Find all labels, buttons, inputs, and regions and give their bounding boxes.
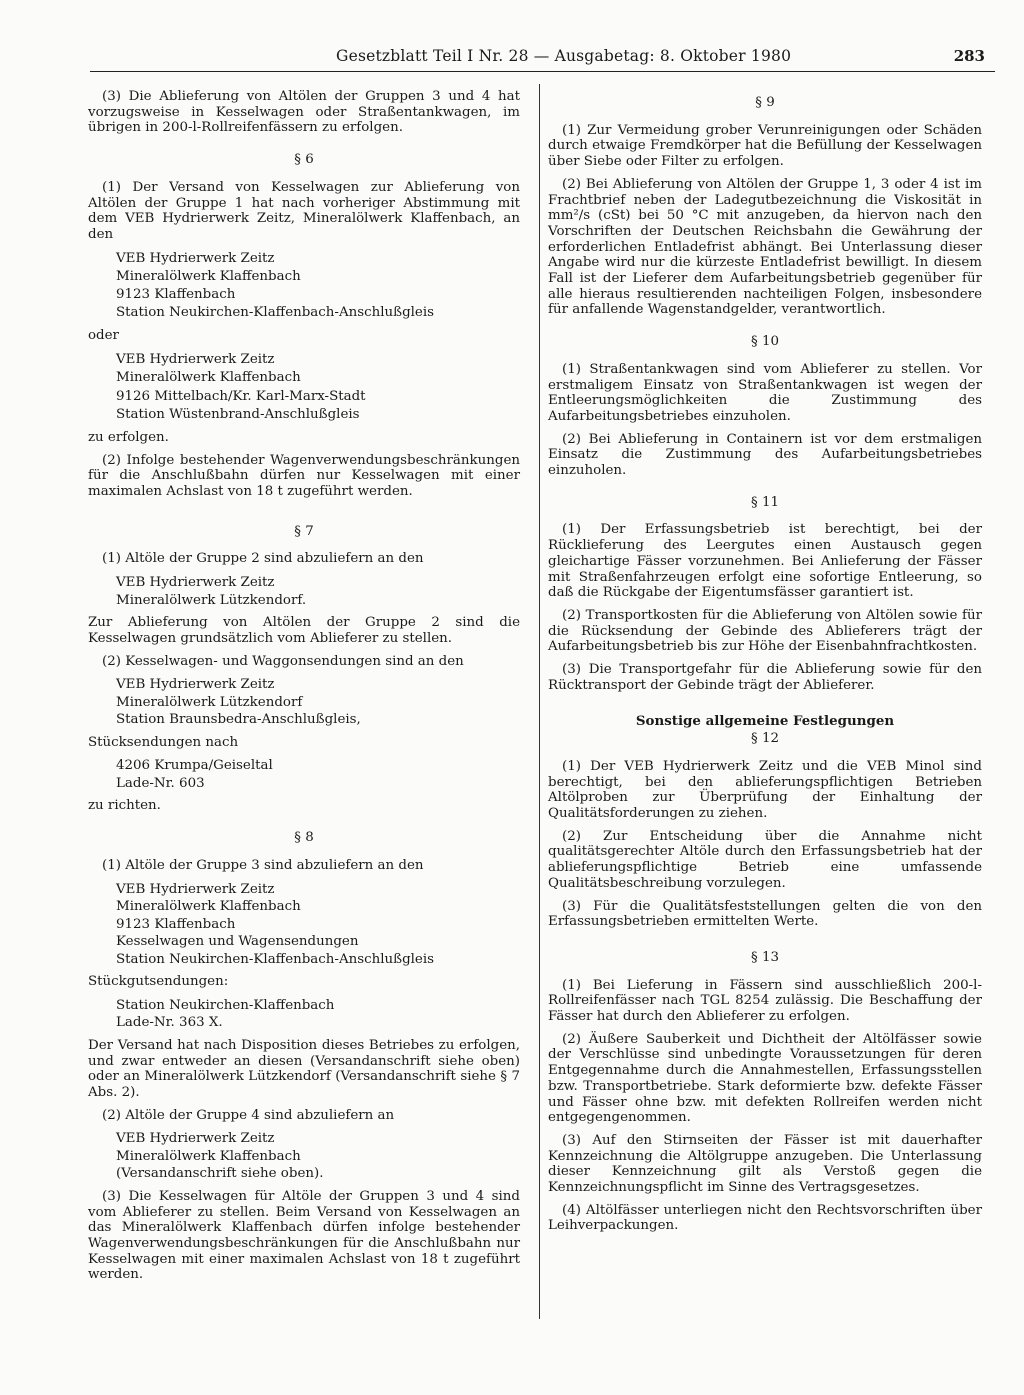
address-line: Station Wüstenbrand-Anschlußgleis [116, 406, 360, 422]
paragraph: (3) Auf den Stirnseiten der Fässer ist mit dauerhafter Kennzeichnung die Altölgruppe anzugeben. Die Unterlassung dieser Kennzeichnung gilt als Verstoß gegen die Kennzeichnungspflicht im Sinne des Vertragsgesetzes. [548, 1132, 982, 1196]
paragraph: Stückgutsendungen: [88, 974, 229, 990]
paragraph: zu erfolgen. [88, 429, 169, 445]
address-line: Lade-Nr. 363 X. [116, 1015, 223, 1031]
paragraph: oder [88, 328, 119, 344]
section-heading: § 13 [751, 949, 779, 965]
address-line: Mineralölwerk Klaffenbach [116, 370, 301, 386]
address-block [116, 881, 520, 969]
paragraph: Der Versand hat nach Disposition dieses Betriebes zu erfolgen, und zwar entweder an diesen (Versandanschrift siehe oben) oder an Mineralölwerk Lützkendorf (Versandanschrift siehe § 7 Abs. 2). [88, 1037, 520, 1100]
section-heading: § 8 [294, 830, 314, 846]
paragraph: (2) Kesselwagen- und Waggonsendungen sind an den [102, 653, 464, 669]
paragraph: (1) Der Erfassungsbetrieb ist berechtigt, bei der Rücklieferung des Leergutes einen Austausch gegen gleichartige Fässer vorzunehmen. Bei Anlieferung der Fässer mit Straßenfahrzeugen erfolgt eine sofortige Entleerung, so daß die Rückgabe der Eigentumsfässer garantiert ist. [548, 522, 982, 601]
paragraph: Zur Ablieferung von Altölen der Gruppe 2 sind die Kesselwagen grundsätzlich vom Ablieferer zu stellen. [88, 615, 520, 646]
address-line: 9126 Mittelbach/Kr. Karl-Marx-Stadt [116, 388, 366, 404]
paragraph: (1) Bei Lieferung in Fässern sind ausschließlich 200-l-Rollreifenfässer nach TGL 8254 zulässig. Die Beschaffung der Fässer hat durch den Ablieferer zu erfolgen. [548, 977, 982, 1025]
paragraph: (2) Bei Ablieferung von Altölen der Gruppe 1, 3 oder 4 ist im Frachtbrief neben der Ladegutbezeichnung die Viskosität in mm²/s (cSt) bei 50 °C mit anzugeben, da hiervon nach den Vorschriften der Deutschen Reichsbahn die Gewährung der erforderlichen Entladefrist abhängt. Bei Unterlassung dieser Angabe wird nur die kürzeste Entladefrist bewilligt. In diesem Fall ist der Lieferer dem Aufarbeitungsbetrieb gegenüber für alle hieraus resultierenden nachteiligen Folgen, insbesondere für anfallende Wagenstandgelder, verantwortlich. [548, 176, 982, 318]
address-line: VEB Hydrierwerk Zeitz [116, 352, 275, 368]
address-line: Mineralölwerk Klaffenbach [116, 1148, 301, 1164]
address-line: 9123 Klaffenbach [116, 916, 236, 932]
section-heading: § 11 [751, 494, 779, 510]
address-block [116, 250, 520, 323]
paragraph: zu richten. [88, 798, 161, 814]
address-line: Station Neukirchen-Klaffenbach [116, 997, 335, 1013]
section-heading: § 10 [751, 334, 779, 350]
address-line: Station Braunsbedra-Anschlußgleis, [116, 712, 361, 728]
left-column [88, 89, 520, 1290]
header-rule [90, 71, 995, 72]
paragraph: (3) Die Ablieferung von Altölen der Gruppen 3 und 4 hat vorzugsweise in Kesselwagen oder Straßentankwagen, im übrigen in 200-l-Rollreifenfässern zu erfolgen. [88, 89, 520, 136]
section-heading: § 12 [751, 731, 779, 747]
address-line: 9123 Klaffenbach [116, 287, 236, 303]
address-line: Mineralölwerk Lützkendorf. [116, 592, 307, 608]
address-line: Lade-Nr. 603 [116, 775, 205, 791]
address-line: Mineralölwerk Klaffenbach [116, 899, 301, 915]
paragraph: (3) Die Transportgefahr für die Ablieferung sowie für den Rücktransport der Gebinde trägt der Ablieferer. [548, 662, 982, 693]
address-line: VEB Hydrierwerk Zeitz [116, 677, 275, 693]
address-line: Mineralölwerk Klaffenbach [116, 268, 301, 284]
paragraph: (1) Altöle der Gruppe 2 sind abzuliefern an den [102, 551, 424, 567]
address-line: VEB Hydrierwerk Zeitz [116, 250, 275, 266]
address-block [116, 351, 520, 424]
paragraph: (1) Straßentankwagen sind vom Ablieferer zu stellen. Vor erstmaligem Einsatz von Straßentankwagen ist wegen der Entleerungsmöglichkeiten die Zustimmung des Aufarbeitungsbetriebes einzuholen. [548, 361, 982, 424]
paragraph: (2) Infolge bestehender Wagenverwendungsbeschränkungen für die Anschlußbahn dürfen nur Kesselwagen mit einer maximalen Achslast von 18 t zugeführt werden. [88, 452, 520, 500]
address-line: VEB Hydrierwerk Zeitz [116, 575, 275, 591]
address-line: Station Neukirchen-Klaffenbach-Anschlußgleis [116, 305, 435, 321]
address-line: Kesselwagen und Wagensendungen [116, 934, 359, 950]
address-line: Station Neukirchen-Klaffenbach-Anschlußgleis [116, 951, 435, 967]
paragraph: (2) Bei Ablieferung in Containern ist vor dem erstmaligen Einsatz die Zustimmung des Aufarbeitungsbetriebes einzuholen. [548, 431, 982, 479]
column-divider [539, 84, 540, 1319]
section-heading: § 7 [294, 523, 314, 539]
address-line: VEB Hydrierwerk Zeitz [116, 1131, 275, 1147]
paragraph: (2) Zur Entscheidung über die Annahme nicht qualitätsgerechter Altöle durch den Erfassungsbetrieb hat der ablieferungspflichtige Betrieb eine umfassende Qualitätsbeschreibung vorzulegen. [548, 828, 982, 891]
address-line: (Versandanschrift siehe oben). [116, 1166, 324, 1182]
paragraph: (1) Der Versand von Kesselwagen zur Ablieferung von Altölen der Gruppe 1 hat nach vorheriger Abstimmung mit dem VEB Hydrierwerk Zeitz, Mineralölwerk Klaffenbach, an den [88, 179, 520, 242]
page-header [90, 49, 995, 73]
paragraph: Stücksendungen nach [88, 734, 239, 750]
paragraph: (3) Für die Qualitätsfeststellungen gelten die von den Erfassungsbetrieben ermittelten Werte. [548, 898, 982, 930]
paragraph: (2) Altöle der Gruppe 4 sind abzuliefern an [102, 1107, 395, 1123]
section-heading: § 9 [755, 95, 775, 110]
address-line: VEB Hydrierwerk Zeitz [116, 881, 275, 897]
paragraph: (4) Altölfässer unterliegen nicht den Rechtsvorschriften über Leihverpackungen. [548, 1202, 982, 1234]
paragraph: (2) Äußere Sauberkeit und Dichtheit der Altölfässer sowie der Verschlüsse sind unbedingte Voraussetzungen für deren Entgegennahme durch die Annahmestellen, Erfassungsstellen bzw. Transportbetriebe. Stark deformierte bzw. defekte Fässer und Fässer ohne bzw. mit defekten Rollreifen werden nicht entgegengenommen. [548, 1031, 982, 1126]
paragraph: (2) Transportkosten für die Ablieferung von Altölen sowie für die Rücksendung der Gebinde des Ablieferers trägt der Aufarbeitungsbetrieb bis zur Höhe der Eisenbahnfrachtkosten. [548, 607, 982, 655]
paragraph: (3) Die Kesselwagen für Altöle der Gruppen 3 und 4 sind vom Ablieferer zu stellen. Beim Versand von Kesselwagen an das Mineralölwerk Klaffenbach dürfen infolge bestehender Wagenverwendungsbeschränkungen für die Anschlußbahn nur Kesselwagen mit einer maximalen Achslast von 18 t zugeführt werden. [88, 1188, 520, 1283]
address-block [116, 676, 520, 729]
header-title: Gesetzblatt Teil I Nr. 28 — Ausgabetag: 8. Oktober 1980 [336, 47, 792, 65]
address-line: Mineralölwerk Lützkendorf [116, 694, 303, 710]
address-block [116, 1130, 520, 1183]
right-column [548, 89, 982, 1241]
paragraph: (1) Altöle der Gruppe 3 sind abzuliefern an den [102, 857, 424, 873]
section-heading: § 6 [294, 152, 314, 168]
paragraph: (1) Der VEB Hydrierwerk Zeitz und die VEB Minol sind berechtigt, bei den ablieferungspflichtigen Betrieben Altölproben zur Überprüfung der Einhaltung der Qualitätsforderungen zu ziehen. [548, 758, 982, 822]
address-line: 4206 Krumpa/Geiseltal [116, 758, 273, 774]
address-block [116, 757, 520, 792]
address-block [116, 997, 520, 1032]
address-block [116, 574, 520, 609]
page-number: 283 [953, 47, 985, 65]
paragraph: (1) Zur Vermeidung grober Verunreinigungen oder Schäden durch etwaige Fremdkörper hat die Befüllung der Kesselwagen über Siebe oder Filter zu erfolgen. [548, 122, 982, 170]
subheading: Sonstige allgemeine Festlegungen [635, 712, 895, 729]
